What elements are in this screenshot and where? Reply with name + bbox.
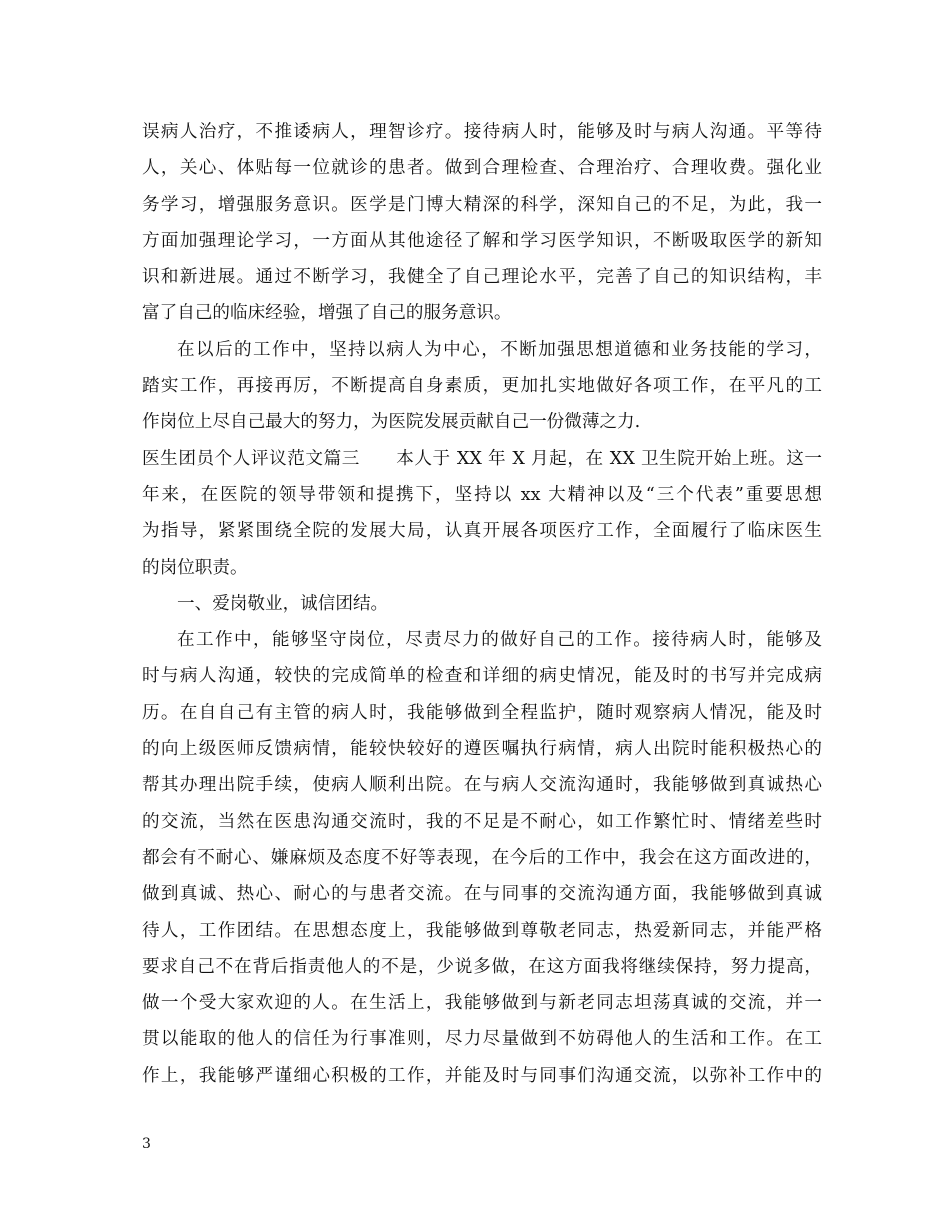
- text-line-8: 踏实工作，再接再厉，不断提高自身素质，更加扎实地做好各项工作，在平凡的工: [142, 376, 822, 397]
- text-line-9: 作岗位上尽自己最大的努力，为医院发展贡献自己一份微薄之力.: [142, 412, 641, 433]
- text-line-5: 识和新进展。通过不断学习，我健全了自己理论水平，完善了自己的知识结构，丰: [142, 267, 822, 288]
- text-line-10: 医生团员个人评议范文篇三 本人于 XX 年 X 月起，在 XX 卫生院开始上班。这一: [142, 448, 822, 469]
- text-line-11: 年来，在医院的领导带领和提携下，坚持以 xx 大精神以及“三个代表”重要思想: [142, 484, 822, 505]
- text-line-19: 帮其办理出院手续，使病人顺利出院。在与病人交流沟通时，我能够做到真诚热心: [142, 775, 822, 796]
- text-line-25: 做一个受大家欢迎的人。在生活上，我能够做到与新老同志坦荡真诚的交流，并一: [142, 993, 822, 1014]
- text-line-15: 在工作中，能够坚守岗位，尽责尽力的做好自己的工作。接待病人时，能够及: [177, 630, 822, 651]
- text-line-14: 一、爱岗敬业，诚信团结。: [177, 593, 389, 614]
- text-line-27: 作上，我能够严谨细心积极的工作，并能及时与同事们沟通交流，以弥补工作中的: [142, 1065, 822, 1086]
- text-line-3: 务学习，增强服务意识。医学是门博大精深的科学，深知自己的不足，为此，我一: [142, 194, 822, 215]
- text-line-22: 做到真诚、热心、耐心的与患者交流。在与同事的交流沟通方面，我能够做到真诚: [142, 884, 822, 905]
- text-line-13: 的岗位职责。: [142, 557, 248, 578]
- text-line-26: 贯以能取的他人的信任为行事准则，尽力尽量做到不妨碍他人的生活和工作。在工: [142, 1029, 822, 1050]
- document-body: [142, 114, 822, 1094]
- text-line-23: 待人，工作团结。在思想态度上，我能够做到尊敬老同志，热爱新同志，并能严格: [142, 920, 822, 941]
- text-line-4: 方面加强理论学习，一方面从其他途径了解和学习医学知识，不断吸取医学的新知: [142, 230, 822, 251]
- text-line-24: 要求自己不在背后指责他人的不是，少说多做，在这方面我将继续保持，努力提高，: [142, 956, 822, 977]
- text-line-2: 人，关心、体贴每一位就诊的患者。做到合理检查、合理治疗、合理收费。强化业: [142, 158, 822, 179]
- page-number: 3: [142, 1136, 151, 1152]
- text-line-16: 时与病人沟通，较快的完成简单的检查和详细的病史情况，能及时的书写并完成病: [142, 666, 822, 687]
- text-line-21: 都会有不耐心、嫌麻烦及态度不好等表现，在今后的工作中，我会在这方面改进的，: [142, 847, 822, 868]
- text-line-18: 的向上级医师反馈病情，能较快较好的遵医嘱执行病情，病人出院时能积极热心的: [142, 739, 822, 760]
- text-line-20: 的交流，当然在医患沟通交流时，我的不足是不耐心，如工作繁忙时、情绪差些时: [142, 811, 822, 832]
- text-line-6: 富了自己的临床经验，增强了自己的服务意识。: [142, 303, 512, 324]
- text-line-1: 误病人治疗，不推诿病人，理智诊疗。接待病人时，能够及时与病人沟通。平等待: [142, 122, 822, 142]
- text-line-12: 为指导，紧紧围绕全院的发展大局，认真开展各项医疗工作，全面履行了临床医生: [142, 521, 822, 542]
- text-line-17: 历。在自自己有主管的病人时，我能够做到全程监护，随时观察病人情况，能及时: [142, 702, 822, 723]
- text-line-7: 在以后的工作中，坚持以病人为中心，不断加强思想道德和业务技能的学习，: [177, 339, 822, 360]
